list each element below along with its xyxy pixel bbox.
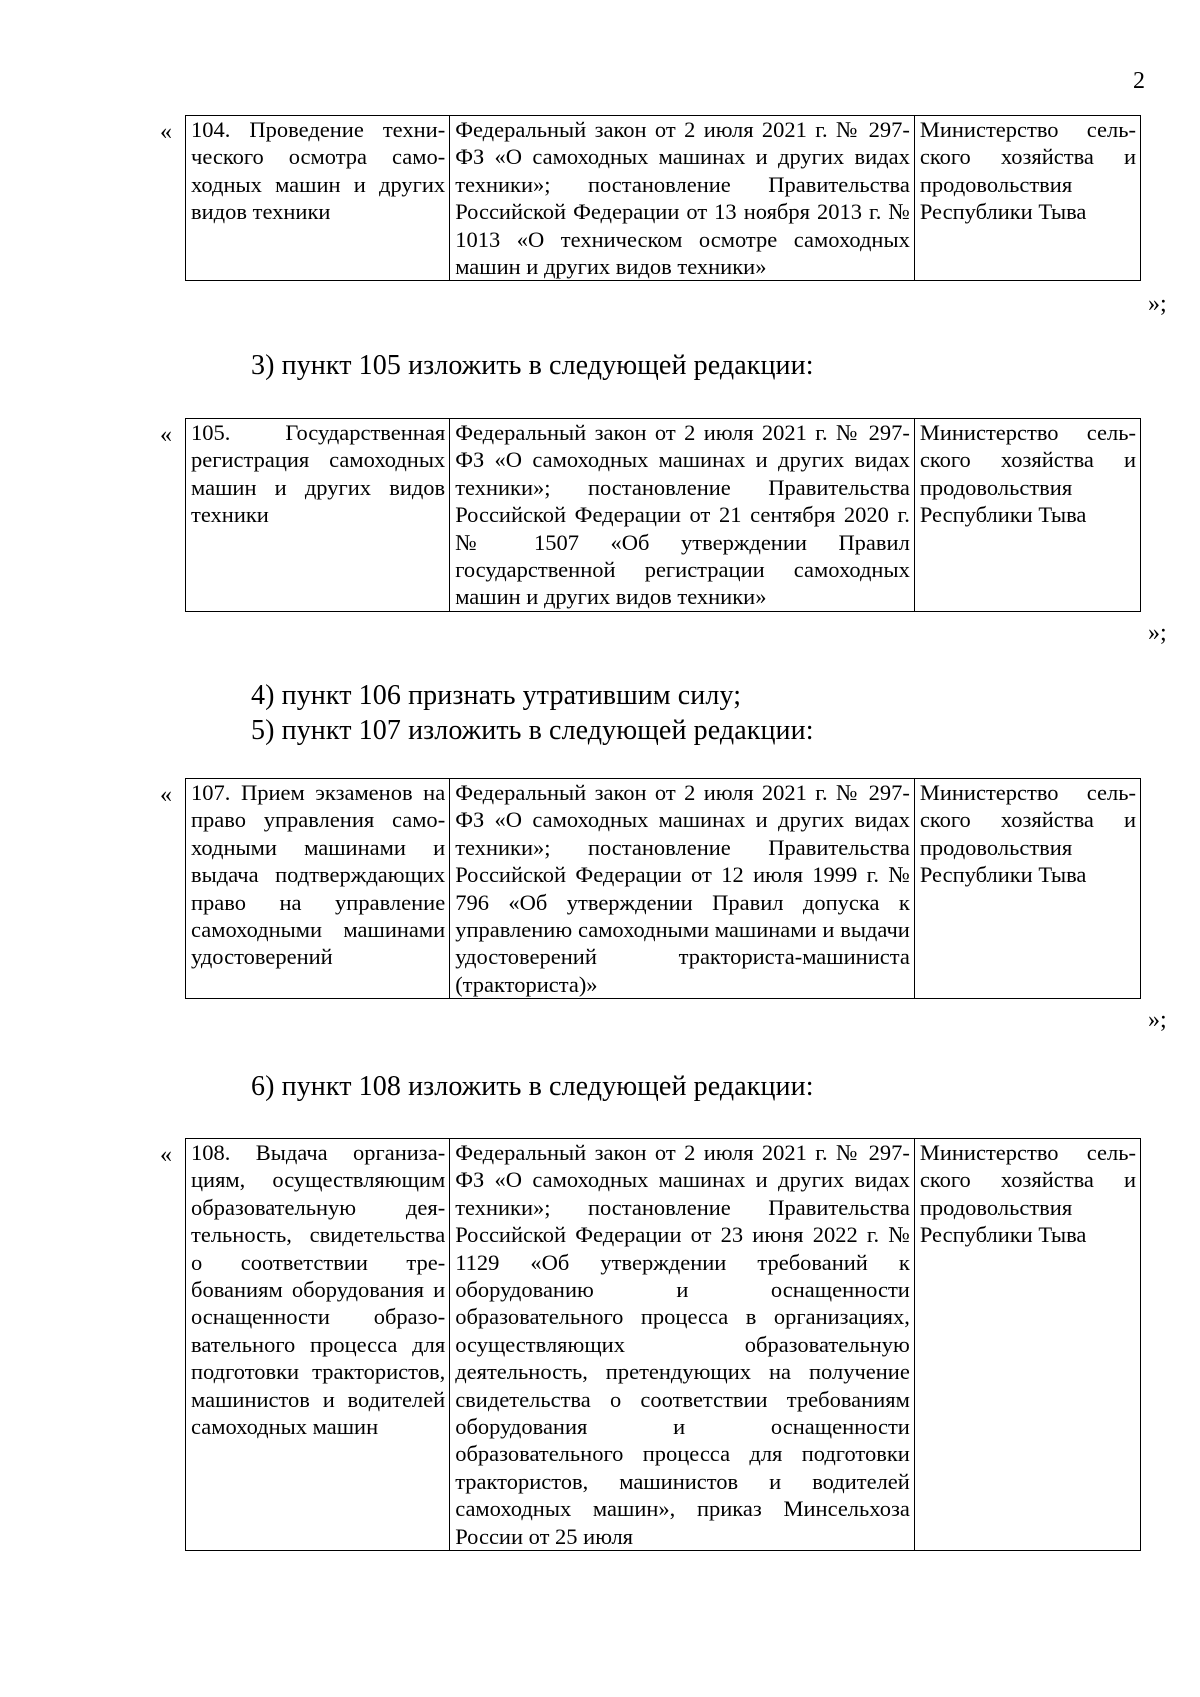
instruction-item-6: 6) пункт 108 изложить в следующей редакции:	[251, 1071, 814, 1102]
legal-basis-cell: Федеральный закон от 2 июля 2021 г. № 297-ФЗ «О самоходных машинах и других видах техники»; постановление Правительства Российской Федерации от 23 июня 2022 г. № 1129 «Об утверждении требований к оборудованию и оснащенности образовательного процесса в организациях, осуществляющих образовательную деятельность, претендующих на получение свидетельства о соответствии требованиям оборудования и оснащенности образовательного процесса для подготовки трактористов, машинистов и водителей самоходных машин», приказ Минсельхоза России от 25 июля	[450, 1139, 915, 1551]
services-table-row-107	[185, 778, 1141, 999]
authority-cell: Министерство сельского хозяйства и продовольствия Республики Тыва	[914, 419, 1140, 612]
instruction-item-4: 4) пункт 106 признать утратившим силу;	[251, 680, 742, 711]
instruction-item-5: 5) пункт 107 изложить в следующей редакции:	[251, 715, 814, 746]
authority-cell: Министерство сельского хозяйства и продовольствия Республики Тыва	[914, 116, 1140, 281]
service-name-cell: 108. Выдача организациям, осуществляющим образовательную деятельность, свидетельства о соответствии требованиям оборудования и оснащенности образовательного процесса для подготовки трактористов, машинистов и водителей самоходных машин	[186, 1139, 450, 1551]
services-table-row-108	[185, 1138, 1141, 1551]
legal-basis-cell: Федеральный закон от 2 июля 2021 г. № 297-ФЗ «О самоходных машинах и других видах техники»; постановление Правительства Российской Федерации от 13 ноября 2013 г. № 1013 «О техническом осмотре самоходных машин и других видов техники»	[450, 116, 915, 281]
opening-quote: «	[160, 119, 172, 145]
closing-quote: »;	[1148, 1007, 1167, 1033]
table-row	[186, 779, 1141, 999]
authority-cell: Министерство сельского хозяйства и продовольствия Республики Тыва	[914, 1139, 1140, 1551]
legal-basis-cell: Федеральный закон от 2 июля 2021 г. № 297-ФЗ «О самоходных машинах и других видах техники»; постановление Правительства Российской Федерации от 21 сентября 2020 г. № 1507 «Об утверждении Правил государственной регистрации самоходных машин и других видов техники»	[450, 419, 915, 612]
services-table-row-105	[185, 418, 1141, 612]
service-name-cell: 107. Прием экзаменов на право управления самоходными машинами и выдача подтверждающих право на управление самоходными машинами удостоверений	[186, 779, 450, 999]
opening-quote: «	[160, 422, 172, 448]
table-row	[186, 116, 1141, 281]
closing-quote: »;	[1148, 291, 1167, 317]
instruction-item-3: 3) пункт 105 изложить в следующей редакции:	[251, 350, 814, 381]
legal-basis-cell: Федеральный закон от 2 июля 2021 г. № 297-ФЗ «О самоходных машинах и других видах техники»; постановление Правительства Российской Федерации от 12 июля 1999 г. № 796 «Об утверждении Правил допуска к управлению самоходными машинами и выдачи удостоверений тракториста-машиниста (тракториста)»	[450, 779, 915, 999]
service-name-cell: 104. Проведение технического осмотра самоходных машин и других видов техники	[186, 116, 450, 281]
opening-quote: «	[160, 782, 172, 808]
authority-cell: Министерство сельского хозяйства и продовольствия Республики Тыва	[914, 779, 1140, 999]
services-table-row-104	[185, 115, 1141, 281]
table-row	[186, 419, 1141, 612]
service-name-cell: 105. Государственная регистрация самоходных машин и других видов техники	[186, 419, 450, 612]
closing-quote: »;	[1148, 620, 1167, 646]
table-row	[186, 1139, 1141, 1551]
page-number: 2	[1133, 68, 1145, 94]
opening-quote: «	[160, 1142, 172, 1168]
